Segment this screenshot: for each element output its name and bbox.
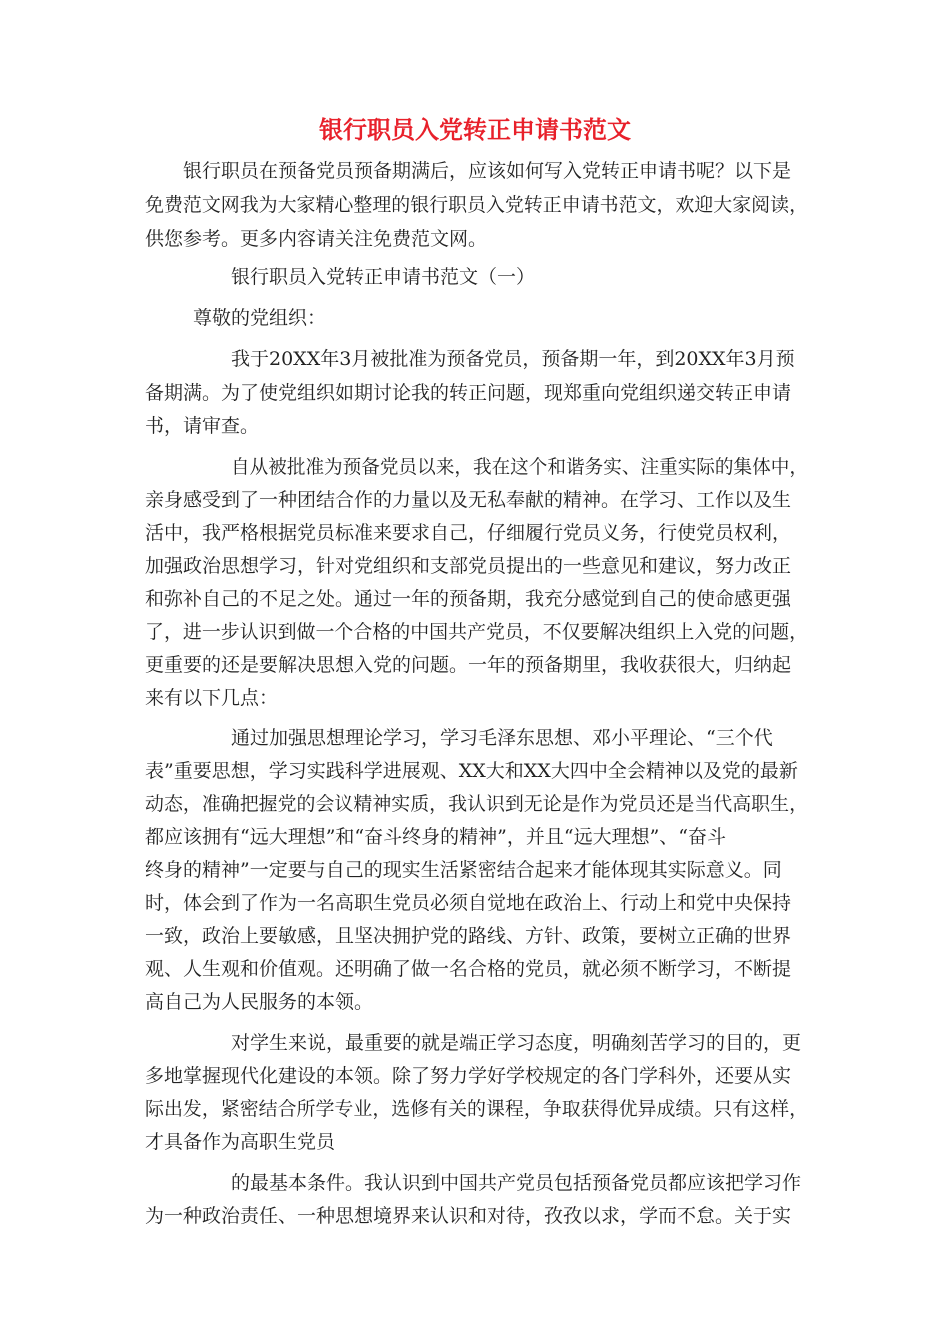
paragraph-line: 我于20XX年3月被批准为预备党员，预备期一年，到20XX年3月预 (231, 348, 795, 370)
intro-line: 供您参考。更多内容请关注免费范文网。 (145, 228, 488, 250)
paragraph-line: 终身的精神”一定要与自己的现实生活紧密结合起来才能体现其实际意义。同 (145, 859, 782, 881)
paragraph-line: 加强政治思想学习，针对党组织和支部党员提出的一些意见和建议，努力改正 (145, 555, 792, 577)
paragraph-line: 时，体会到了作为一名高职生党员必须自觉地在政治上、行动上和党中央保持 (145, 892, 792, 914)
paragraph-line: 动态，准确把握党的会议精神实质，我认识到无论是作为党员还是当代高职生， (145, 793, 809, 815)
paragraph-line: 表”重要思想，学习实践科学进展观、XX大和XX大四中全会精神以及党的最新 (145, 760, 798, 782)
paragraph-line: 对学生来说，最重要的就是端正学习态度，明确刻苦学习的目的，更 (231, 1032, 802, 1054)
intro-line: 免费范文网我为大家精心整理的银行职员入党转正申请书范文，欢迎大家阅读， (145, 194, 809, 216)
section-subtitle: 银行职员入党转正申请书范文（一） (231, 266, 536, 288)
paragraph-line: 亲身感受到了一种团结合作的力量以及无私奉献的精神。在学习、工作以及生 (145, 489, 792, 511)
paragraph-line: 更重要的还是要解决思想入党的问题。一年的预备期里，我收获很大，归纳起 (145, 654, 792, 676)
paragraph-line: 际出发，紧密结合所学专业，选修有关的课程，争取获得优异成绩。只有这样， (145, 1098, 809, 1120)
paragraph-line: 都应该拥有“远大理想”和“奋斗终身的精神”，并且“远大理想”、“奋斗 (145, 826, 726, 848)
paragraph-line: 多地掌握现代化建设的本领。除了努力学好学校规定的各门学科外，还要从实 (145, 1065, 792, 1087)
paragraph-line: 和弥补自己的不足之处。通过一年的预备期，我充分感觉到自己的使命感更强 (145, 588, 792, 610)
paragraph-line: 观、人生观和价值观。还明确了做一名合格的党员，就必须不断学习，不断提 (145, 958, 792, 980)
paragraph-line: 书，请审查。 (145, 415, 260, 437)
intro-line: 银行职员在预备党员预备期满后，应该如何写入党转正申请书呢？以下是 (183, 160, 792, 182)
paragraph-line: 了，进一步认识到做一个合格的中国共产党员，不仅要解决组织上入党的问题， (145, 621, 809, 643)
paragraph-line: 的最基本条件。我认识到中国共产党员包括预备党员都应该把学习作 (231, 1172, 802, 1194)
paragraph-line: 才具备作为高职生党员 (145, 1131, 336, 1153)
paragraph-line: 为一种政治责任、一种思想境界来认识和对待，孜孜以求，学而不怠。关于实 (145, 1205, 792, 1227)
paragraph-line: 活中，我严格根据党员标准来要求自己，仔细履行党员义务，行使党员权利， (145, 522, 792, 544)
paragraph-line: 自从被批准为预备党员以来，我在这个和谐务实、注重实际的集体中， (231, 456, 808, 478)
document-title: 银行职员入党转正申请书范文 (319, 116, 631, 144)
paragraph-line: 来有以下几点： (145, 687, 279, 709)
paragraph-line: 高自己为人民服务的本领。 (145, 991, 374, 1013)
paragraph-line: 通过加强思想理论学习，学习毛泽东思想、邓小平理论、“三个代 (231, 727, 773, 749)
salutation: 尊敬的党组织： (193, 307, 327, 329)
paragraph-line: 备期满。为了使党组织如期讨论我的转正问题，现郑重向党组织递交转正申请 (145, 382, 792, 404)
paragraph-line: 一致，政治上要敏感，且坚决拥护党的路线、方针、政策，要树立正确的世界 (145, 925, 792, 947)
